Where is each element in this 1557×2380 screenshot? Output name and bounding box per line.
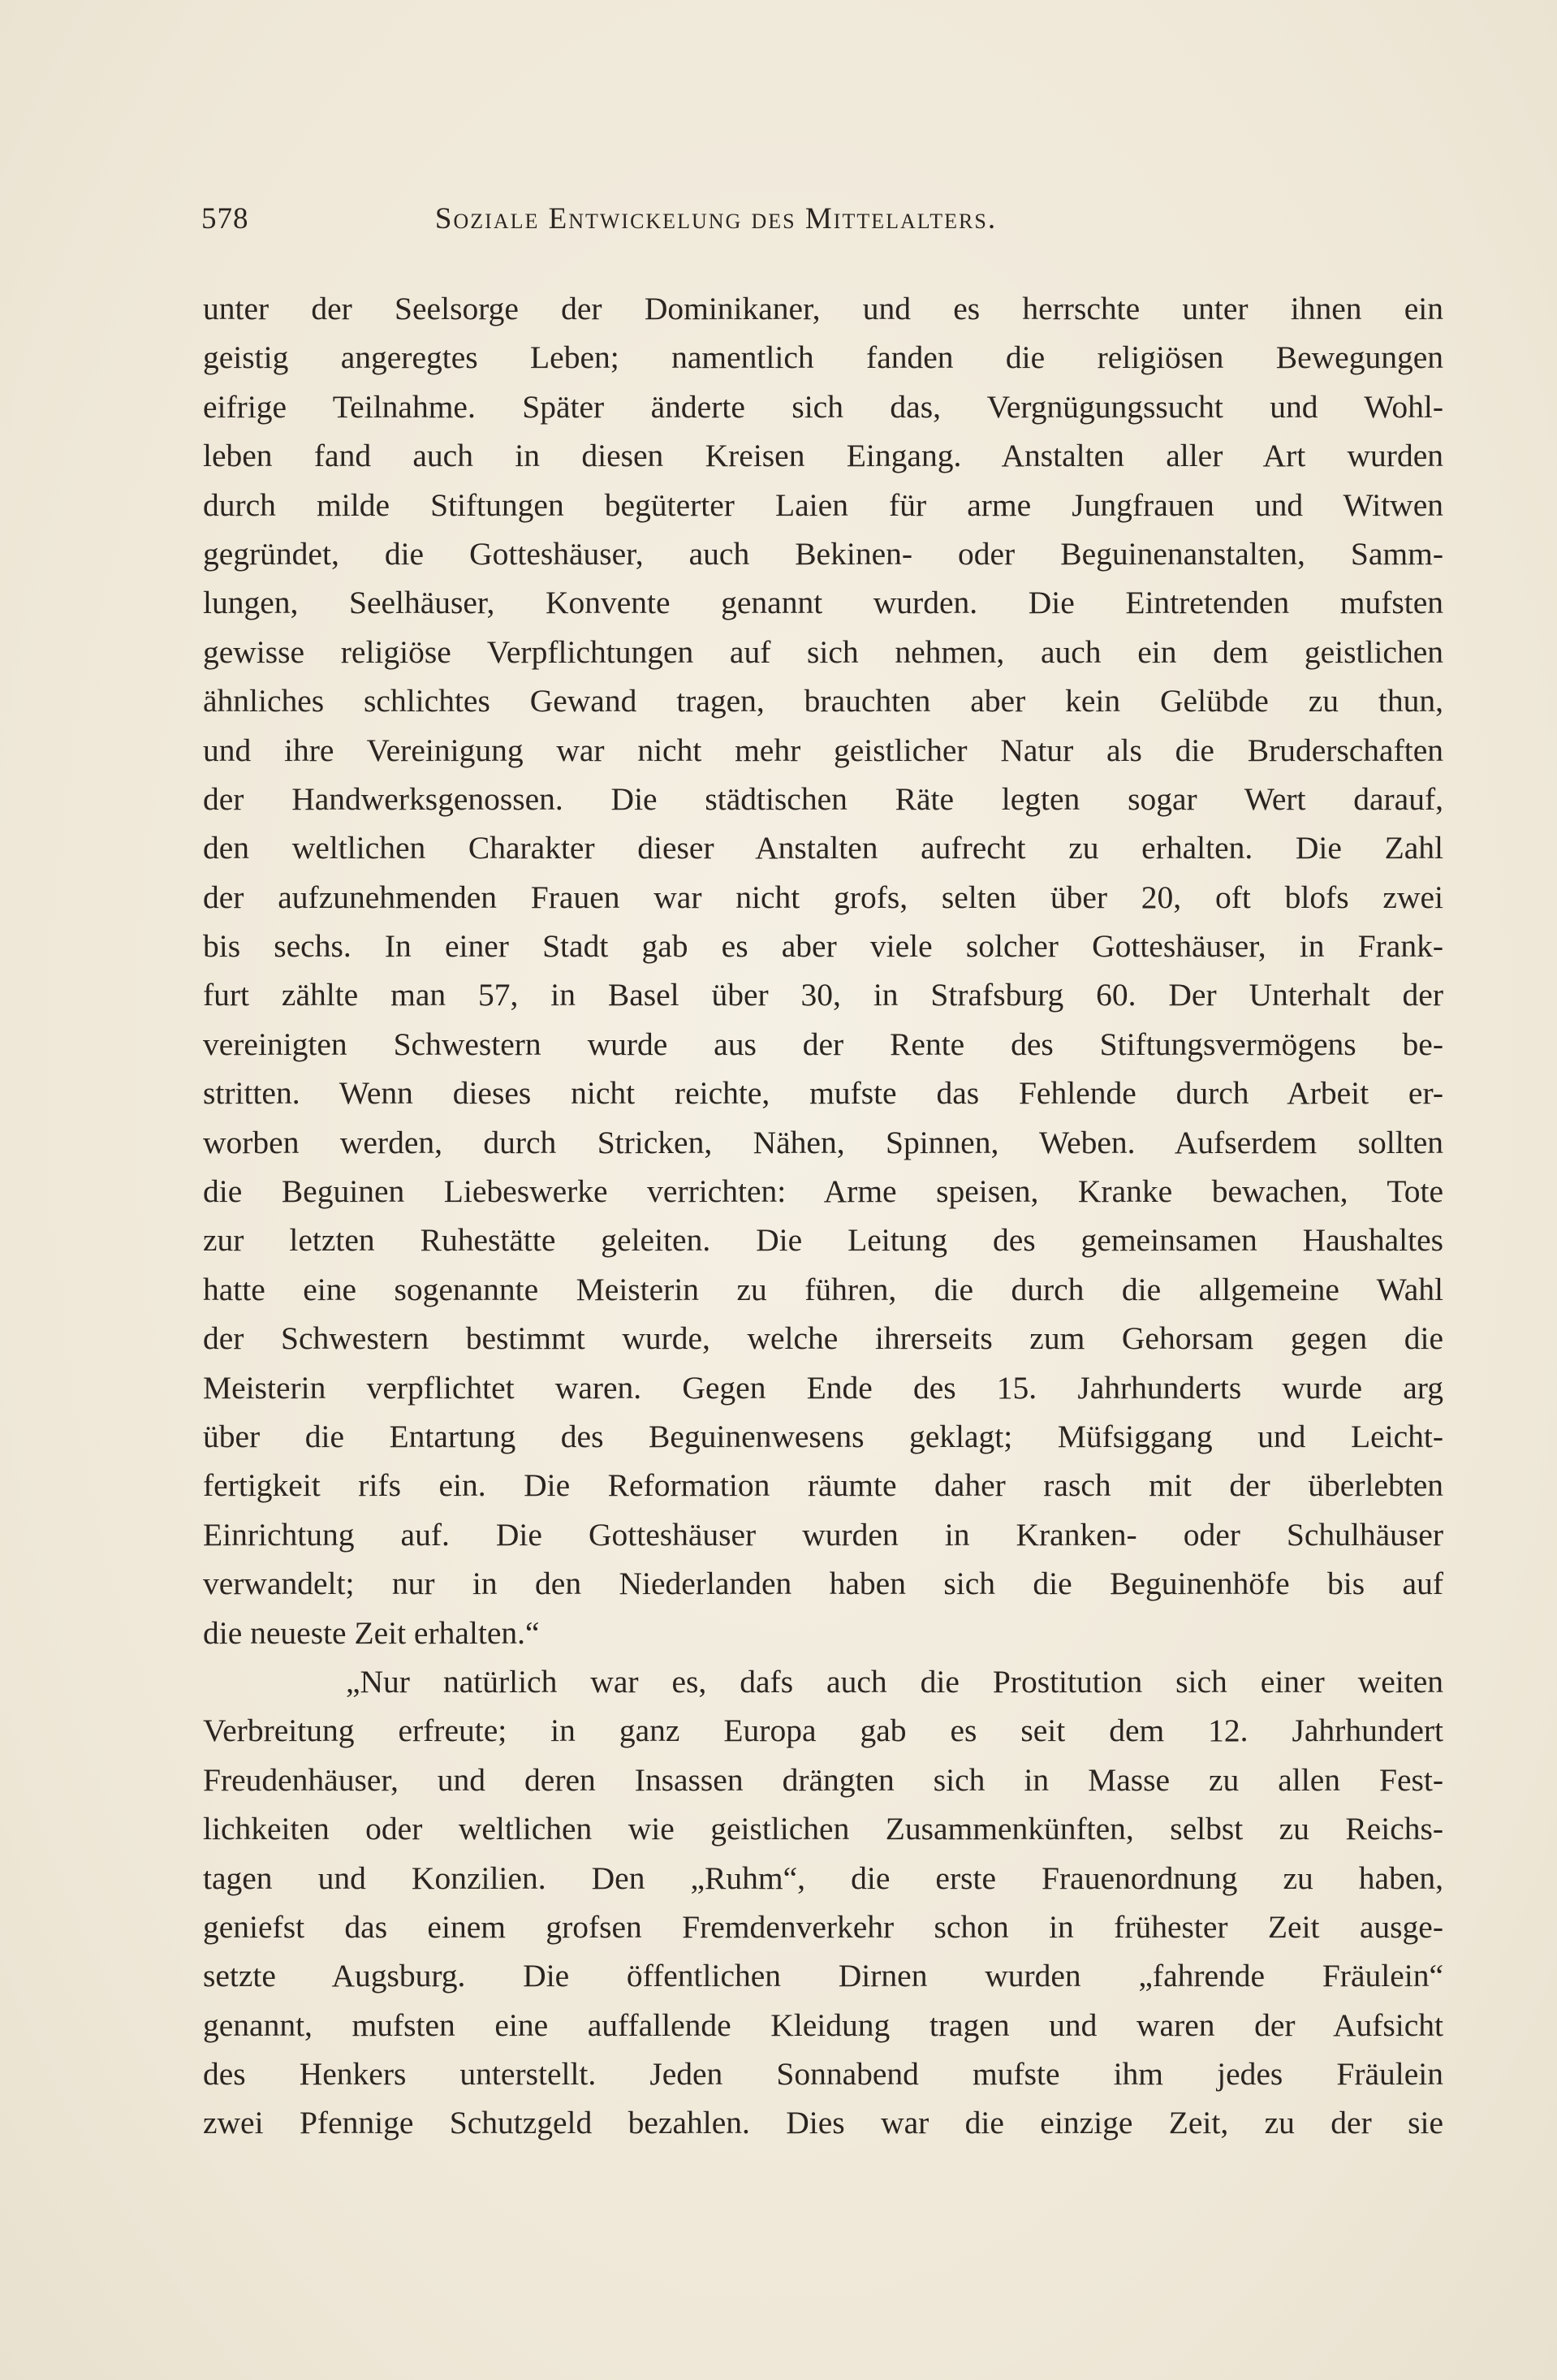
text-line: lichkeiten oder weltlichen wie geistlichen Zusammenkünften, selbst zu Reichs- — [203, 1811, 1443, 1847]
text-line: setzte Augsburg. Die öffentlichen Dirnen wurden „fahrende Fräulein“ — [203, 1958, 1443, 1994]
page-number: 578 — [201, 202, 249, 235]
paragraph-2 — [203, 1657, 1443, 2148]
text-line: gewisse religiöse Verpflichtungen auf sich nehmen, auch ein dem geistlichen — [203, 633, 1443, 670]
text-line: verwandelt; nur in den Niederlanden haben sich die Beguinenhöfe bis auf — [203, 1566, 1443, 1602]
text-line: worben werden, durch Stricken, Nähen, Spinnen, Weben. Aufserdem sollten — [203, 1124, 1443, 1160]
text-line: des Henkers unterstellt. Jeden Sonnabend mufste ihm jedes Fräulein — [203, 2056, 1443, 2093]
text-line: zur letzten Ruhestätte geleiten. Die Leitung des gemeinsamen Haushaltes — [203, 1222, 1443, 1259]
text-line: tagen und Konzilien. Den „Ruhm“, die erste Frauenordnung zu haben, — [203, 1860, 1443, 1896]
text-line: den weltlichen Charakter dieser Anstalten aufrecht zu erhalten. Die Zahl — [203, 830, 1443, 866]
text-line: lungen, Seelhäuser, Konvente genannt wurden. Die Eintretenden mufsten — [203, 585, 1443, 621]
text-line: zwei Pfennige Schutzgeld bezahlen. Dies war die einzige Zeit, zu der sie — [203, 2105, 1443, 2141]
text-line: stritten. Wenn dieses nicht reichte, mufste das Fehlende durch Arbeit er- — [203, 1075, 1443, 1112]
paragraph-1 — [203, 284, 1443, 1657]
text-line: bis sechs. In einer Stadt gab es aber viele solcher Gotteshäuser, in Frank- — [203, 928, 1443, 965]
text-line: ähnliches schlichtes Gewand tragen, brauchten aber kein Gelübde zu thun, — [203, 683, 1443, 719]
text-line: eifrige Teilnahme. Später änderte sich das, Vergnügungssucht und Wohl- — [203, 388, 1443, 425]
running-title: Soziale Entwickelung des Mittelalters. — [434, 202, 998, 235]
text-line: durch milde Stiftungen begüterter Laien für arme Jungfrauen und Witwen — [203, 486, 1443, 523]
text-line: „Nur natürlich war es, dafs auch die Prostitution sich einer weiten — [346, 1663, 1443, 1700]
text-line: der Schwestern bestimmt wurde, welche ihrerseits zum Gehorsam gegen die — [203, 1320, 1443, 1357]
text-line: Freudenhäuser, und deren Insassen drängten sich in Masse zu allen Fest- — [203, 1761, 1443, 1798]
text-line: genannt, mufsten eine auffallende Kleidung tragen und waren der Aufsicht — [203, 2006, 1443, 2043]
text-line: Einrichtung auf. Die Gotteshäuser wurden in Kranken- oder Schulhäuser — [203, 1516, 1443, 1553]
text-line: hatte eine sogenannte Meisterin zu führen, die durch die allgemeine Wahl — [203, 1271, 1443, 1307]
text-line: vereinigten Schwestern wurde aus der Rente des Stiftungsvermögens be- — [203, 1026, 1443, 1062]
text-line: unter der Seelsorge der Dominikaner, und es herrschte unter ihnen ein — [203, 291, 1443, 326]
text-line: die Beguinen Liebeswerke verrichten: Arme speisen, Kranke bewachen, Tote — [203, 1173, 1443, 1210]
text-line: leben fand auch in diesen Kreisen Eingang. Anstalten aller Art wurden — [203, 438, 1443, 474]
text-line: geistig angeregtes Leben; namentlich fanden die religiösen Bewegungen — [203, 339, 1443, 376]
text-line: der Handwerksgenossen. Die städtischen Räte legten sogar Wert darauf, — [203, 780, 1443, 817]
text-line: Verbreitung erfreute; in ganz Europa gab es seit dem 12. Jahrhundert — [203, 1713, 1443, 1749]
text-line: Meisterin verpflichtet waren. Gegen Ende des 15. Jahrhunderts wurde arg — [203, 1369, 1443, 1406]
text-line: die neueste Zeit erhalten.“ — [203, 1614, 540, 1651]
running-head — [201, 201, 1231, 250]
text-line: der aufzunehmenden Frauen war nicht grofs, selten über 20, oft blofs zwei — [203, 879, 1443, 915]
text-line: fertigkeit rifs ein. Die Reformation räumte daher rasch mit der überlebten — [203, 1467, 1443, 1504]
text-line: gegründet, die Gotteshäuser, auch Bekinen- oder Beguinenanstalten, Samm- — [203, 535, 1443, 572]
body-text — [203, 284, 1443, 2148]
text-line: und ihre Vereinigung war nicht mehr geistlicher Natur als die Bruderschaften — [203, 732, 1443, 768]
text-line: über die Entartung des Beguinenwesens geklagt; Müfsiggang und Leicht- — [203, 1418, 1443, 1454]
text-line: geniefst das einem grofsen Fremdenverkehr schon in frühester Zeit ausge- — [203, 1908, 1443, 1945]
text-line: furt zählte man 57, in Basel über 30, in Strafsburg 60. Der Unterhalt der — [203, 977, 1443, 1013]
